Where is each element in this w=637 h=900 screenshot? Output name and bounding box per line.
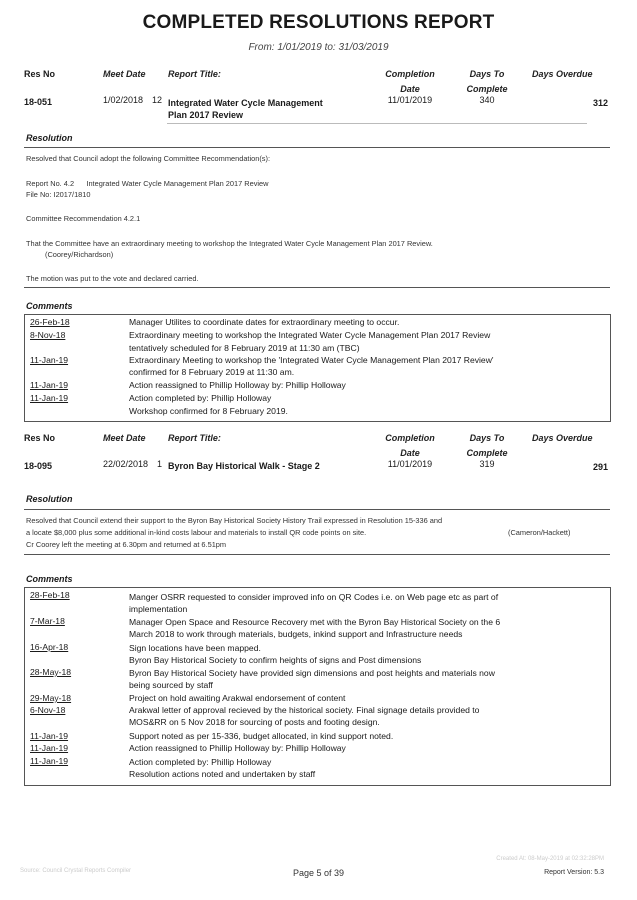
col-days-to-header: Days To Complete (466, 69, 508, 94)
comment-date: 11-Jan-19 (30, 355, 69, 365)
resolution-rule (24, 509, 610, 510)
col-days-overdue-header: Days Overdue (532, 433, 593, 443)
comment-text: Extraordinary meeting to workshop the Integrated Water Cycle Management Plan 2017 Review (129, 330, 491, 340)
report-title: COMPLETED RESOLUTIONS REPORT (142, 12, 495, 33)
footer-report-version: Report Version: 5.3 (544, 869, 604, 876)
comments-heading: Comments (26, 574, 73, 584)
comment-date: 11-Jan-19 (30, 756, 69, 766)
comment-date: 8-Nov-18 (30, 330, 66, 340)
comment-date: 28-May-18 (30, 667, 72, 677)
comment-text: Action completed by: Phillip Holloway (129, 393, 272, 403)
comment-date: 11-Jan-19 (30, 380, 69, 390)
res-no: 18-051 (24, 97, 53, 107)
comment-text: being sourced by staff (129, 680, 213, 690)
comment-text: Byron Bay Historical Society have provided sign dimensions and post heights and materials now (129, 668, 495, 678)
comment-text: Action reassigned to Phillip Holloway by: Phillip Holloway (129, 743, 346, 753)
col-days-overdue-header: Days Overdue (532, 69, 593, 79)
comment-date: 29-May-18 (30, 693, 72, 703)
comment-date: 7-Mar-18 (30, 616, 65, 626)
comment-text: Workshop confirmed for 8 February 2019. (129, 406, 288, 416)
meet-date: 22/02/2018 (103, 459, 149, 469)
col-meet-date-header: Meet Date (103, 433, 146, 443)
comment-text: MOS&RR on 5 Nov 2018 for sourcing of posts and footing design. (129, 717, 380, 727)
comment-date: 11-Jan-19 (30, 743, 69, 753)
days-to-complete: 340 (479, 95, 495, 105)
comment-text: Project on hold awaiting Arakwal endorsement of content (129, 693, 346, 703)
comment-text: Byron Bay Historical Society to confirm heights of signs and Post dimensions (129, 655, 422, 665)
footer-page-number: Page 5 of 39 (292, 868, 345, 878)
comment-text: March 2018 to work through materials, budgets, inkind support and Infrastructure needs (129, 629, 463, 639)
days-overdue: 312 (592, 98, 608, 108)
comment-date: 26-Feb-18 (30, 317, 70, 327)
comment-text: Action completed by: Phillip Holloway (129, 757, 272, 767)
comment-text: Manager Utilites to coordinate dates for extraordinary meeting to occur. (129, 317, 400, 327)
col-meet-date-header: Meet Date (103, 69, 146, 79)
days-overdue: 291 (592, 462, 608, 472)
resolution-bottom-rule (24, 287, 610, 288)
resolution-heading: Resolution (26, 133, 73, 143)
item-no: 1 (157, 459, 163, 469)
col-report-title-header: Report Title: (168, 69, 221, 79)
comment-text: implementation (129, 604, 188, 614)
col-res-no-header: Res No (24, 69, 56, 79)
col-completion-header: Completion Date (385, 433, 435, 458)
comment-text: confirmed for 8 February 2019 at 11:30 am. (129, 367, 295, 377)
comment-text: Action reassigned to Phillip Holloway by: Phillip Holloway (129, 380, 346, 390)
res-no: 18-095 (24, 461, 53, 471)
resolution-heading: Resolution (26, 494, 73, 504)
comment-text: Support noted as per 15-336, budget allocated, in kind support noted. (129, 731, 394, 741)
comment-text: Arakwal letter of approval recieved by the historical society. Final signage details provided to (129, 705, 480, 715)
comment-text: Resolution actions noted and undertaken by staff (129, 769, 316, 779)
comment-date: 16-Apr-18 (30, 642, 69, 652)
comment-text: tentatively scheduled for 8 February 2019 at 11:30 am (TBC) (129, 343, 360, 353)
resolution-rule (24, 147, 610, 148)
comment-date: 28-Feb-18 (30, 590, 70, 600)
report-title-value: Byron Bay Historical Walk - Stage 2 (168, 461, 320, 471)
comments-heading: Comments (26, 301, 73, 311)
footer-source: Source: Council Crystal Reports Compiler (20, 868, 132, 874)
report-title-value: Integrated Water Cycle Management Plan 2017 Review (168, 98, 323, 120)
meet-date: 1/02/2018 (103, 95, 144, 105)
comment-text: Manager Open Space and Resource Recovery met with the Byron Bay Historical Society on the 6 (129, 617, 501, 627)
resolution-bottom-rule (24, 554, 610, 555)
comment-date: 11-Jan-19 (30, 393, 69, 403)
comment-date: 11-Jan-19 (30, 731, 69, 741)
row-underline (167, 123, 587, 124)
comment-text: Sign locations have been mapped. (129, 643, 261, 653)
footer-created: Created At: 08-May-2019 at 02:32:28PM (496, 856, 604, 862)
days-to-complete: 319 (479, 459, 495, 469)
item-no: 12 (152, 95, 163, 105)
completion-date: 11/01/2019 (387, 95, 433, 105)
comment-text: Manger OSRR requested to consider improved info on QR Codes i.e. on Web page etc as part of (129, 592, 499, 602)
comment-date: 6-Nov-18 (30, 705, 66, 715)
col-days-to-header: Days To Complete (466, 433, 508, 458)
col-res-no-header: Res No (24, 433, 56, 443)
comment-text: Extraordinary Meeting to workshop the 'Integrated Water Cycle Management Plan 2017 Review' (129, 355, 494, 365)
report-date-range: From: 1/01/2019 to: 31/03/2019 (248, 42, 389, 53)
col-report-title-header: Report Title: (168, 433, 221, 443)
completion-date: 11/01/2019 (387, 459, 433, 469)
col-completion-header: Completion Date (385, 69, 435, 94)
